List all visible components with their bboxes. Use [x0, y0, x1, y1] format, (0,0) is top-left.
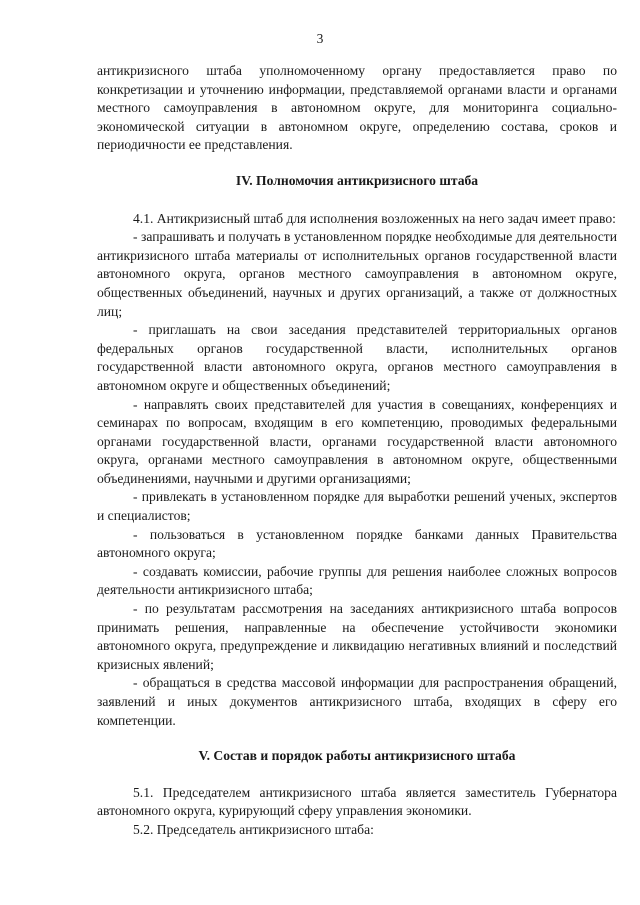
page-number: 3 [316, 31, 324, 46]
section-4-heading: IV. Полномочия антикризисного штаба [235, 172, 479, 188]
rights-list-item: - создавать комиссии, рабочие группы для решения наиболее сложных вопросов деятельности антикризисного штаба; [97, 563, 617, 598]
rights-list-item: - привлекать в установленном порядке для выработки решений ученых, экспертов и специалистов; [97, 489, 617, 524]
document-body [97, 62, 617, 840]
section-5-heading: V. Состав и порядок работы антикризисного штаба [198, 748, 516, 764]
rights-list-item: - приглашать на свои заседания представителей территориальных органов федеральных органов государственной власти, исполнительных органов государственной власти автономного округа, органов местного самоуправления в автономном округе и общественных объединений; [97, 322, 617, 393]
section-4-lead: 4.1. Антикризисный штаб для исполнения возложенных на него задач имеет право: [133, 210, 616, 226]
section-5-paragraph-1: 5.1. Председателем антикризисного штаба является заместитель Губернатора автономного округа, курирующий сферу управления экономики. [97, 784, 617, 819]
intro-paragraph: антикризисного штаба уполномоченному органу предоставляется право по конкретизации и уточнению информации, представляемой органами власти и органами местного самоуправления в автономном округе, для мониторинга социально-экономической ситуации в автономном округе, определению состава, сроков и периодичности ее представления. [97, 63, 617, 153]
rights-list-item: - по результатам рассмотрения на заседаниях антикризисного штаба вопросов принимать решения, направленные на обеспечение устойчивости экономики автономного округа, предупреждение и ликвидацию негативных влияний и последствий кризисных явлений; [97, 601, 617, 672]
rights-list-item: - направлять своих представителей для участия в совещаниях, конференциях и семинарах по вопросам, входящим в его компетенцию, проводимых федеральными органами государственной власти, органами государственной власти автономного округа, органами местного самоуправления в автономном округе, общественными объединениями, научными и другими организациями; [97, 396, 617, 486]
section-5-paragraph-2: 5.2. Председатель антикризисного штаба: [133, 821, 374, 837]
rights-list-item: - обращаться в средства массовой информации для распространения обращений, заявлений и иных документов антикризисного штаба, входящих в сферу его компетенции. [97, 675, 617, 728]
rights-list-item: - запрашивать и получать в установленном порядке необходимые для деятельности антикризисного штаба материалы от исполнительных органов государственной власти автономного округа, органов местного самоуправления в автономном округе, общественных объединений, научных и других организаций, а также от должностных лиц; [97, 229, 617, 319]
rights-list-item: - пользоваться в установленном порядке банками данных Правительства автономного округа; [97, 526, 617, 561]
